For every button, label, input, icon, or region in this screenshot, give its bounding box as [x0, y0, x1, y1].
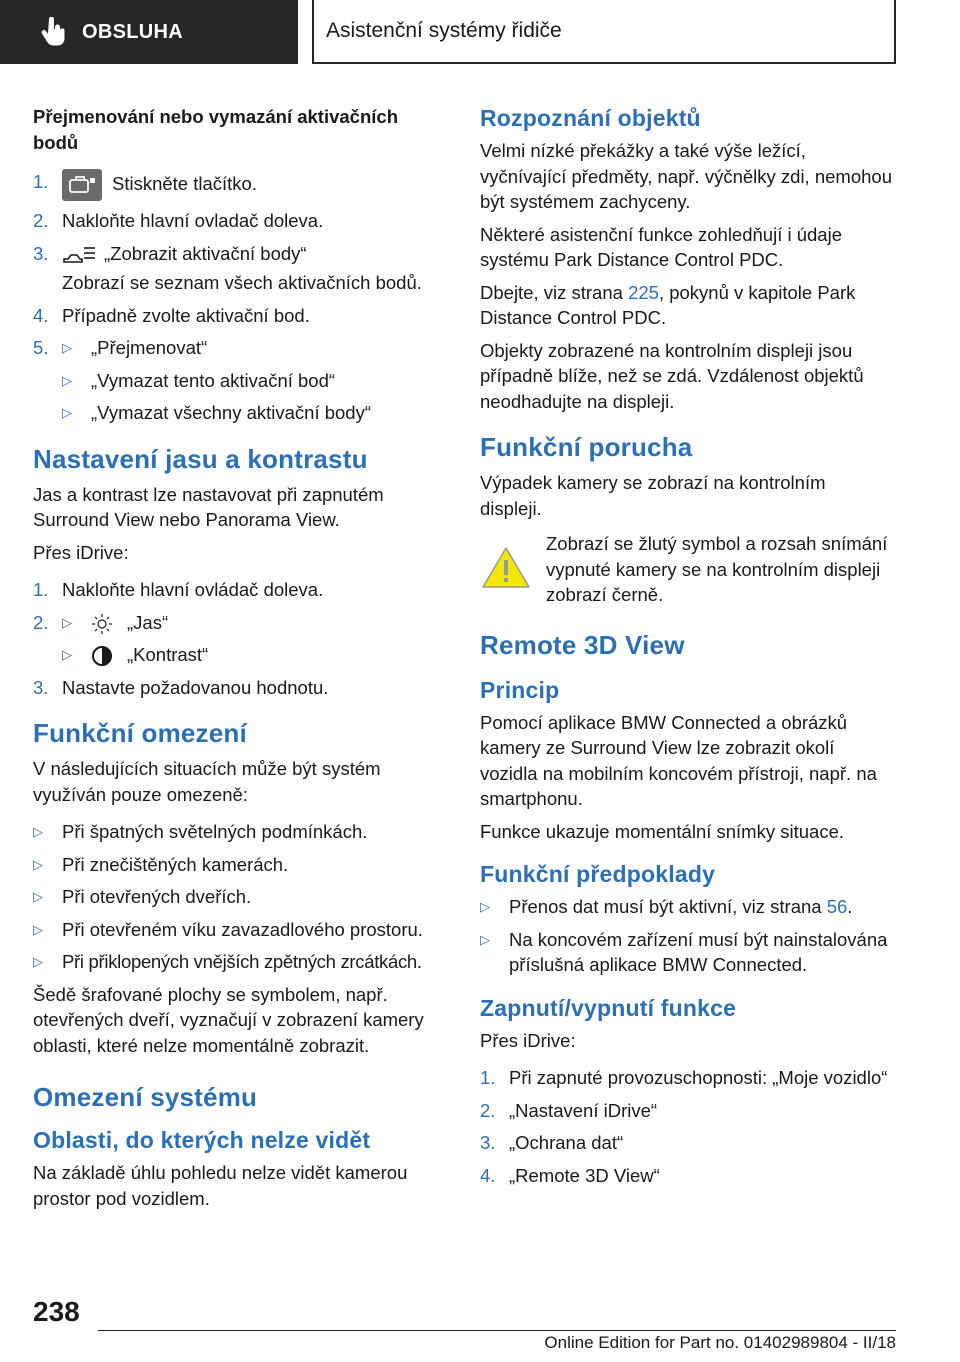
paragraph: V následujících situacích může být systém využíván pouze omezeně:	[33, 758, 381, 805]
triangle-bullet-icon: ▷	[33, 954, 43, 969]
paragraph: Přes iDrive:	[33, 541, 129, 563]
heading-limits: Funkční omezení	[33, 718, 247, 748]
triangle-bullet-icon: ▷	[480, 899, 490, 914]
list-item: ▷ Při otevřeném víku zavazadlového prostoru.	[33, 917, 445, 943]
step-note: Zobrazí se seznam všech aktivačních bodů.	[62, 272, 422, 293]
triangle-bullet-icon: ▷	[62, 340, 72, 355]
triangle-bullet-icon: ▷	[62, 614, 72, 630]
list-item: ▷ Při znečištěných kamerách.	[33, 852, 445, 878]
list-item: ▷ „Vymazat všechny aktivační body“	[33, 400, 445, 426]
page-number: 238	[33, 1296, 80, 1327]
chapter-label: Asistenční systémy řidiče	[326, 19, 562, 42]
list-item: ▷ „Kontrast“	[33, 642, 445, 668]
camera-button-icon	[62, 169, 102, 201]
list-item: ▷ Při špatných světelných podmínkách.	[33, 819, 445, 845]
rename-title: Přejmenování nebo vymazání aktivačních bodů	[33, 106, 399, 153]
list-item: ▷ Při otevřených dveřích.	[33, 884, 445, 910]
heading-prerequisites: Funkční předpoklady	[480, 861, 716, 887]
paragraph: Dbejte, viz strana 225, pokynů v kapitole Park Distance Control PDC.	[480, 281, 856, 328]
paragraph: Funkce ukazuje momentální snímky situace.	[480, 820, 844, 842]
paragraph: Některé asistenční funkce zohledňují i údaje systému Park Distance Control PDC.	[480, 223, 842, 270]
list-item: 3. Nastavte požadovanou hodnotu.	[33, 676, 329, 698]
heading-toggle: Zapnutí/vypnutí funkce	[480, 994, 737, 1021]
list-item: ▷ Při přiklopených vnějších zpětných zrcátkách.	[33, 949, 445, 975]
heading-principle: Princip	[480, 676, 560, 703]
list-item: 4. Případně zvolte aktivační bod.	[33, 304, 310, 326]
list-item: 4. „Remote 3D View“	[480, 1164, 660, 1186]
list-item: 5. ▷ „Přejmenovat“	[33, 335, 445, 361]
list-item: 1. Stiskněte tlačítko.	[33, 169, 445, 201]
triangle-bullet-icon: ▷	[480, 931, 490, 947]
list-item: 3. „Zobrazit aktivační body“	[33, 242, 307, 264]
paragraph: Objekty zobrazené na kontrolním displeji jsou případně blíže, než se zdá. Vzdálenost objektů neodhadujte na displeji.	[480, 339, 864, 412]
sun-icon	[91, 613, 113, 635]
list-item: 1. Nakloňte hlavní ovládač doleva.	[33, 579, 324, 600]
left-column	[33, 104, 445, 1218]
paragraph: Výpadek kamery se zobrazí na kontrolním displeji.	[480, 472, 826, 519]
list-item: 2. „Nastavení iDrive“	[480, 1099, 658, 1121]
list-item: 2. ▷ „Jas“	[33, 610, 445, 636]
triangle-bullet-icon: ▷	[33, 921, 43, 937]
list-item: ▷ Na koncovém zařízení musí být nainstalována příslušná aplikace BMW Connected.	[480, 927, 892, 978]
list-item: ▷ Přenos dat musí být aktivní, viz strana 56.	[480, 894, 892, 920]
list-item: ▷ „Vymazat tento aktivační bod“	[33, 368, 445, 394]
triangle-bullet-icon: ▷	[62, 372, 72, 388]
section-label: OBSLUHA	[82, 20, 183, 43]
heading-brightness: Nastavení jasu a kontrastu	[33, 443, 368, 474]
paragraph: Velmi nízké překážky a také výše ležící, vyčnívající předměty, např. výčnělky zdi, nemohou být systémem zachyceny.	[480, 140, 892, 212]
heading-objects: Rozpoznání objektů	[480, 105, 701, 131]
footer-divider	[98, 1330, 896, 1331]
triangle-bullet-icon: ▷	[33, 856, 43, 872]
section-tab	[0, 0, 298, 64]
page-link[interactable]: 225	[628, 281, 659, 303]
triangle-bullet-icon: ▷	[62, 405, 72, 420]
hand-pointer-icon	[40, 17, 66, 47]
list-item: 2. Nakloňte hlavní ovladač doleva.	[33, 210, 324, 231]
paragraph: Pomocí aplikace BMW Connected a obrázků kamery ze Surround View lze zobrazit okolí vozidla na mobilním koncovém přístroji, např. na smartphonu.	[480, 711, 877, 809]
warning-note	[480, 531, 892, 608]
warning-triangle-icon	[480, 545, 532, 591]
footer-edition: Online Edition for Part no. 01402989804 - II/18	[544, 1333, 896, 1352]
chapter-tab	[312, 0, 896, 64]
triangle-bullet-icon: ▷	[33, 889, 43, 904]
heading-remote-3d: Remote 3D View	[480, 629, 685, 660]
triangle-bullet-icon: ▷	[33, 824, 43, 839]
contrast-icon	[91, 645, 113, 667]
heading-fault: Funkční porucha	[480, 432, 693, 462]
triangle-bullet-icon: ▷	[62, 647, 72, 662]
paragraph: Jas a kontrast lze nastavovat při zapnutém Surround View nebo Panorama View.	[33, 483, 384, 530]
heading-system-limits: Omezení systému	[33, 1082, 258, 1112]
list-item: 1. Při zapnuté provozuschopnosti: „Moje vozidlo“	[480, 1067, 888, 1088]
page-link[interactable]: 56	[826, 896, 848, 917]
heading-blind-areas: Oblasti, do kterých nelze vidět	[33, 1127, 371, 1153]
paragraph: Šedě šrafované plochy se symbolem, např. otevřených dveří, vyznačují v zobrazení kamery oblasti, které nelze momentálně zobrazit.	[33, 983, 424, 1056]
right-column	[480, 104, 892, 1195]
activation-points-icon	[62, 245, 96, 265]
paragraph: Přes iDrive:	[480, 1029, 576, 1051]
paragraph: Na základě úhlu pohledu nelze vidět kamerou prostor pod vozidlem.	[33, 1162, 408, 1209]
list-item: 3. „Ochrana dat“	[480, 1132, 624, 1153]
warning-text: Zobrazí se žlutý symbol a rozsah snímání vypnuté kamery se na kontrolním displeji zobrazí černě.	[546, 533, 888, 605]
